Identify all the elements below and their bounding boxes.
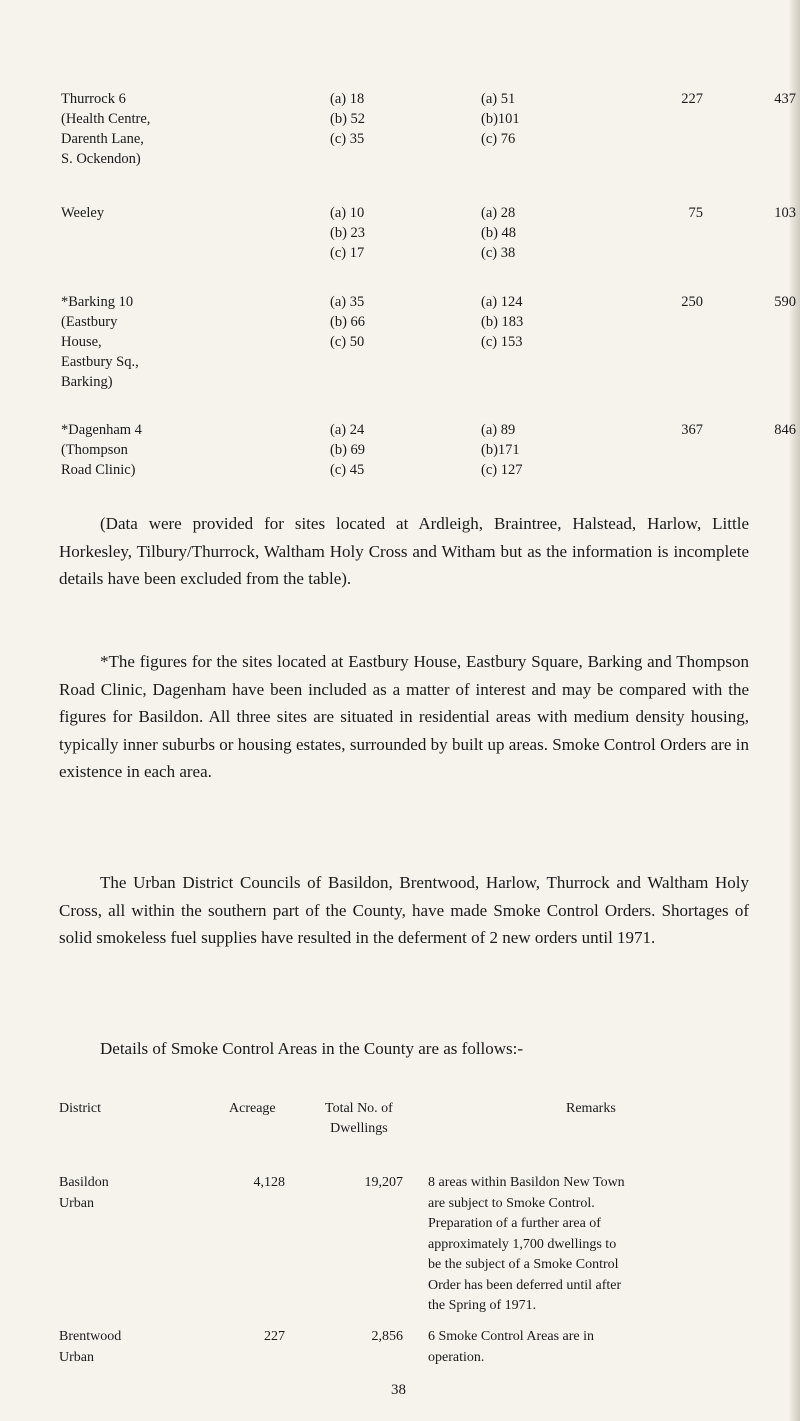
site-name: Thurrock 6 (Health Centre, Darenth Lane, S. Ockendon) [61,91,151,167]
site-col2: (a) 89 (b)171 (c) 127 [481,422,523,478]
header-district: District [59,1101,101,1116]
site-total1: 227 [681,91,703,107]
dwellings-cell: 2,856 [371,1329,403,1344]
site-total1: 250 [681,294,703,310]
site-name: *Barking 10 (Eastbury House, Eastbury Sq., Barking) [61,294,139,390]
site-col1: (a) 10 (b) 23 (c) 17 [330,205,366,261]
site-total1: 75 [688,205,703,221]
site-col2: (a) 51 (b)101 (c) 76 [481,91,520,147]
paragraph-asterisk-note: *The figures for the sites located at Eastbury House, Eastbury Square, Barking and Thompson Road Clinic, Dagenham have been included as a matter of interest and may be compared with the figures for Basildon. All three sites are situated in residential areas with medium density housing, typically inner suburbs or housing estates, surrounded by built up areas. Smoke Control Orders are in existence in each area. [59,652,749,781]
site-total2: 846 [774,422,796,438]
site-name: *Dagenham 4 (Thompson Road Clinic) [61,422,142,478]
district-cell: Basildon Urban [59,1175,109,1211]
site-total2: 103 [774,205,796,221]
district-cell: Brentwood Urban [59,1329,122,1365]
site-total1: 367 [681,422,703,438]
acreage-cell: 4,128 [253,1175,285,1190]
dwellings-cell: 19,207 [364,1175,403,1190]
paragraph-details-intro: Details of Smoke Control Areas in the County are as follows:- [100,1039,524,1058]
site-total2: 437 [774,91,796,107]
remarks-cell: 6 Smoke Control Areas are in operation. [428,1329,595,1365]
acreage-cell: 227 [264,1329,285,1344]
header-dwellings: Total No. of Dwellings [325,1101,393,1136]
paragraph-data-note: (Data were provided for sites located at Ardleigh, Braintree, Halstead, Harlow, Little Horkesley, Tilbury/Thurrock, Waltham Holy Cross and Witham but as the information is incomplete details have been excluded from the table). [59,514,749,588]
site-col2: (a) 28 (b) 48 (c) 38 [481,205,517,261]
header-acreage: Acreage [229,1101,276,1116]
paragraph-smoke-orders: The Urban District Councils of Basildon, Brentwood, Harlow, Thurrock and Waltham Holy Cross, all within the southern part of the County, have made Smoke Control Orders. Shortages of solid smokeless fuel supplies have resulted in the deferment of 2 new orders until 1971. [59,873,749,947]
site-name: Weeley [61,205,105,221]
site-col1: (a) 35 (b) 66 (c) 50 [330,294,366,350]
site-col2: (a) 124 (b) 183 (c) 153 [481,294,524,350]
site-col1: (a) 18 (b) 52 (c) 35 [330,91,366,147]
remarks-cell: 8 areas within Basildon New Town are subject to Smoke Control. Preparation of a further area of approximately 1,700 dwellings to be the subject of a Smoke Control Order has been deferred until after the Spring of 1971. [428,1175,625,1313]
page-number: 38 [391,1382,406,1398]
site-total2: 590 [774,294,796,310]
header-remarks: Remarks [566,1101,616,1116]
site-col1: (a) 24 (b) 69 (c) 45 [330,422,366,478]
